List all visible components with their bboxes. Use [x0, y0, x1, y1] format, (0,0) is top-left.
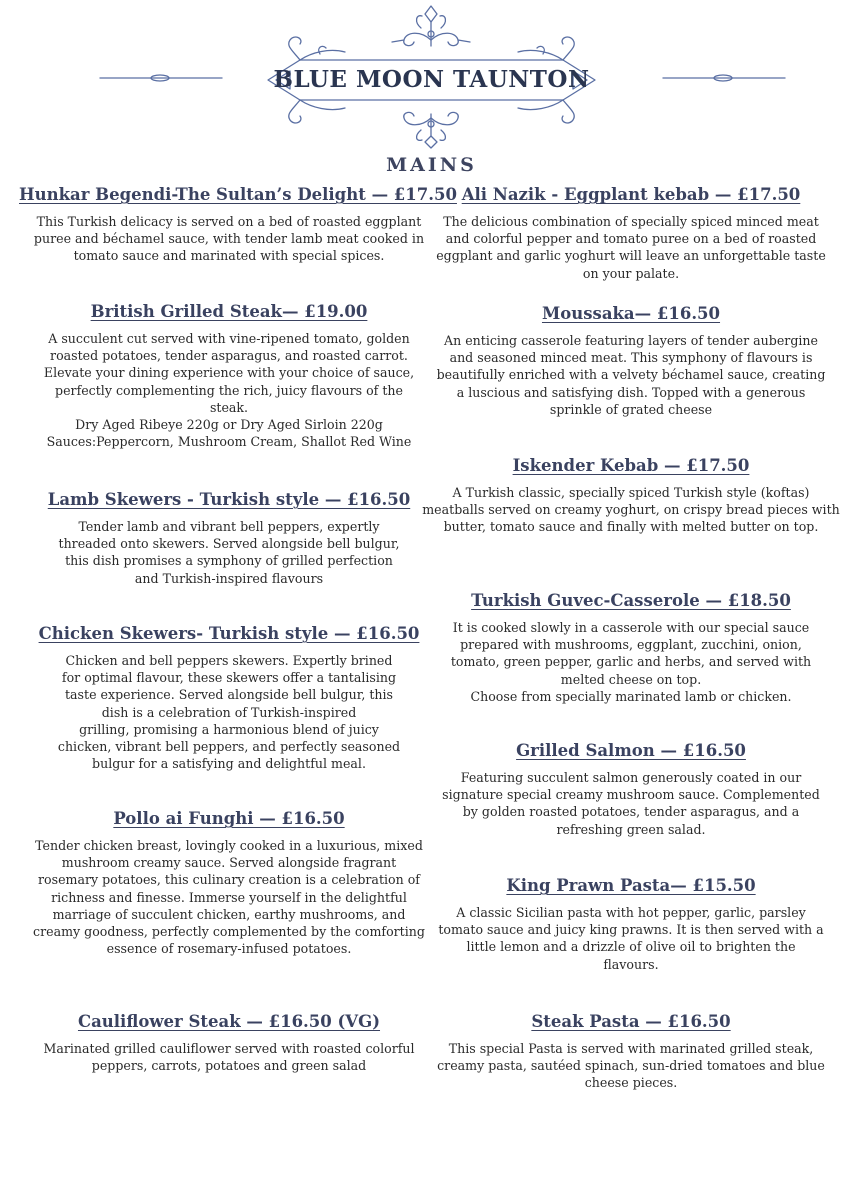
- dish-description: [421, 769, 841, 838]
- description-line: sprinkle of grated cheese: [549, 401, 713, 417]
- right-menu-item-4: [421, 591, 841, 705]
- dish-description: [421, 213, 841, 282]
- dish-title: King Prawn Pasta— £15.50: [506, 876, 756, 895]
- dish-description: [421, 619, 841, 705]
- left-menu-item-4: [19, 624, 439, 772]
- description-line: perfectly complementing the rich, juicy flavours of the: [55, 382, 403, 398]
- description-line: tomato, green pepper, garlic and herbs, and served with: [450, 654, 812, 670]
- description-line: signature special creamy mushroom sauce. Complemented: [442, 787, 820, 803]
- left-menu-item-3: [19, 490, 439, 587]
- dish-title: Iskender Kebab — £17.50: [512, 456, 750, 475]
- description-line: Elevate your dining experience with your choice of sauce,: [43, 365, 415, 381]
- dish-title: Pollo ai Funghi — £16.50: [113, 809, 345, 828]
- dish-description: [421, 904, 841, 973]
- dish-description: [19, 652, 439, 772]
- description-line: A Turkish classic, specially spiced Turkish style (koftas): [452, 485, 810, 500]
- left-menu-item-1: [19, 185, 457, 265]
- description-line: and colorful pepper and tomato puree on a bed of roasted: [445, 231, 817, 247]
- description-line: Chicken and bell peppers skewers. Expertly brined: [65, 653, 393, 668]
- dish-title: Moussaka— £16.50: [541, 304, 721, 323]
- description-line: Dry Aged Ribeye 220g or Dry Aged Sirloin 220g: [75, 417, 383, 433]
- description-line: Tender lamb and vibrant bell peppers, expertly: [78, 519, 380, 534]
- right-menu-item-2: [421, 304, 841, 418]
- right-menu-item-6: [421, 876, 841, 973]
- description-line: eggplant and garlic yoghurt will leave an unforgettable taste: [436, 248, 826, 264]
- menu-header: [0, 0, 863, 160]
- dish-title: Steak Pasta — £16.50: [531, 1012, 731, 1031]
- description-line: This special Pasta is served with marinated grilled steak,: [448, 1041, 814, 1056]
- description-line: A succulent cut served with vine-ripened tomato, golden: [48, 331, 410, 346]
- description-line: cheese pieces.: [584, 1075, 678, 1091]
- description-line: meatballs served on creamy yoghurt, on crispy bread pieces with: [422, 502, 840, 518]
- description-line: marriage of succulent chicken, earthy mushrooms, and: [52, 906, 406, 922]
- left-menu-item-5: [19, 809, 439, 957]
- description-line: melted cheese on top.: [560, 671, 702, 687]
- description-line: a luscious and satisfying dish. Topped with a generous: [456, 384, 806, 400]
- description-line: and seasoned minced meat. This symphony of flavours is: [449, 350, 813, 366]
- description-line: threaded onto skewers. Served alongside bell bulgur,: [58, 536, 400, 552]
- dish-title: Cauliflower Steak — £16.50 (VG): [77, 1012, 381, 1031]
- description-line: by golden roasted potatoes, tender asparagus, and a: [462, 804, 800, 820]
- description-line: mushroom creamy sauce. Served alongside fragrant: [61, 855, 397, 871]
- description-line: chicken, vibrant bell peppers, and perfectly seasoned: [57, 739, 401, 755]
- description-line: taste experience. Served alongside bell bulgur, this: [64, 687, 394, 703]
- dish-title: Lamb Skewers - Turkish style — £16.50: [47, 490, 411, 509]
- description-line: steak.: [209, 399, 249, 415]
- dish-description: [19, 1040, 439, 1074]
- description-line: on your palate.: [582, 265, 680, 281]
- dish-description: [421, 484, 841, 536]
- dish-title: Chicken Skewers- Turkish style — £16.50: [38, 624, 420, 643]
- dish-description: [19, 330, 439, 450]
- left-menu-item-2: [19, 302, 439, 450]
- description-line: rosemary potatoes, this culinary creation is a celebration of: [38, 872, 420, 888]
- description-line: An enticing casserole featuring layers of tender aubergine: [444, 333, 818, 348]
- dish-description: [19, 518, 439, 587]
- description-line: beautifully enriched with a velvety béchamel sauce, creating: [436, 367, 826, 383]
- description-line: Tender chicken breast, lovingly cooked in a luxurious, mixed: [35, 838, 423, 853]
- description-line: Choose from specially marinated lamb or chicken.: [470, 688, 792, 704]
- description-line: refreshing green salad.: [556, 821, 706, 837]
- description-line: little lemon and a drizzle of olive oil to brighten the: [466, 939, 796, 955]
- description-line: peppers, carrots, potatoes and green salad: [91, 1058, 367, 1074]
- dish-description: [421, 332, 841, 418]
- description-line: Sauces:Peppercorn, Mushroom Cream, Shallot Red Wine: [46, 434, 412, 450]
- description-line: richness and finesse. Immerse yourself in the delightful: [51, 889, 407, 905]
- right-menu-item-1: [421, 185, 841, 282]
- description-line: tomato sauce and juicy king prawns. It is then served with a: [438, 922, 824, 938]
- description-line: dish is a celebration of Turkish-inspired: [101, 704, 357, 720]
- description-line: grilling, promising a harmonious blend of juicy: [79, 721, 379, 737]
- description-line: creamy pasta, sautéed spinach, sun-dried tomatoes and blue: [437, 1058, 825, 1074]
- left-menu-item-6: [19, 1012, 439, 1074]
- dish-description: [19, 213, 439, 265]
- right-menu-item-3: [421, 456, 841, 536]
- dish-description: [421, 1040, 841, 1092]
- description-line: essence of rosemary-infused potatoes.: [106, 941, 352, 957]
- description-line: A classic Sicilian pasta with hot pepper, garlic, parsley: [456, 905, 806, 920]
- description-line: This Turkish delicacy is served on a bed of roasted eggplant: [36, 214, 422, 229]
- description-line: Marinated grilled cauliflower served with roasted colorful: [43, 1041, 415, 1056]
- dish-title: Grilled Salmon — £16.50: [516, 741, 746, 760]
- dish-title: British Grilled Steak— £19.00: [90, 302, 368, 321]
- description-line: tomato sauce and marinated with special spices.: [73, 248, 385, 264]
- description-line: flavours.: [603, 956, 659, 972]
- section-title: MAINS: [386, 154, 477, 176]
- description-line: and Turkish-inspired flavours: [134, 570, 324, 586]
- dish-title: Hunkar Begendi-The Sultan’s Delight — £17.50: [19, 185, 457, 204]
- description-line: It is cooked slowly in a casserole with our special sauce: [452, 620, 810, 635]
- dish-title: Turkish Guvec-Casserole — £18.50: [471, 591, 791, 610]
- description-line: puree and béchamel sauce, with tender lamb meat cooked in: [33, 231, 425, 247]
- description-line: roasted potatoes, tender asparagus, and roasted carrot.: [50, 348, 408, 364]
- description-line: Featuring succulent salmon generously coated in our: [460, 770, 802, 785]
- description-line: The delicious combination of specially spiced minced meat: [443, 214, 819, 229]
- description-line: creamy goodness, perfectly complemented by the comforting: [33, 924, 425, 940]
- right-menu-item-5: [421, 741, 841, 838]
- restaurant-name: BLUE MOON TAUNTON: [273, 66, 590, 93]
- right-menu-item-7: [421, 1012, 841, 1092]
- dish-title: Ali Nazik - Eggplant kebab — £17.50: [461, 185, 801, 204]
- description-line: this dish promises a symphony of grilled perfection: [65, 553, 393, 569]
- description-line: bulgur for a satisfying and delightful meal.: [92, 756, 366, 772]
- description-line: prepared with mushrooms, eggplant, zucchini, onion,: [460, 637, 802, 653]
- description-line: for optimal flavour, these skewers offer a tantalising: [61, 670, 397, 686]
- dish-description: [19, 837, 439, 957]
- description-line: butter, tomato sauce and finally with melted butter on top.: [443, 519, 819, 535]
